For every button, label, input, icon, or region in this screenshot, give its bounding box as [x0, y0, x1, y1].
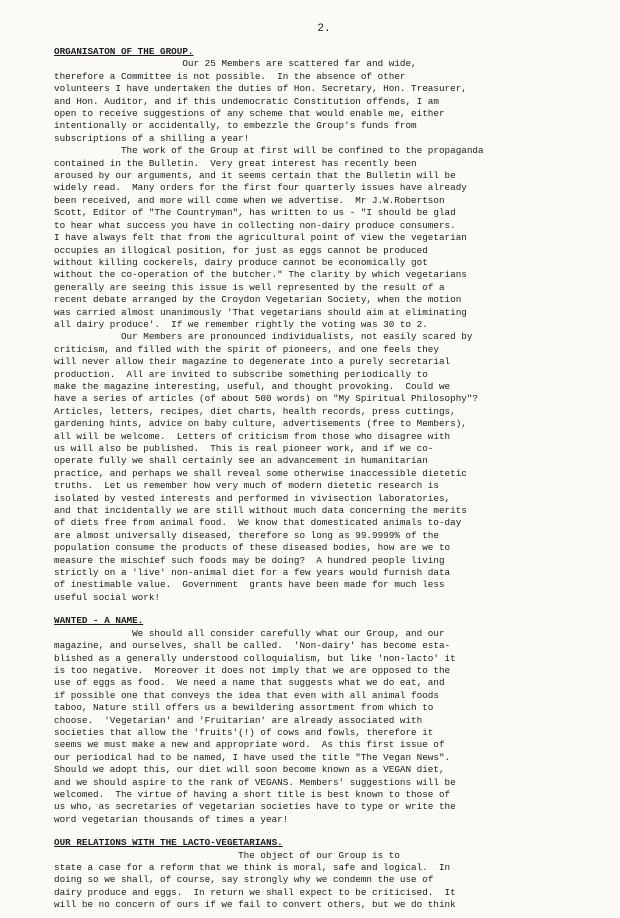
text-line: without the co-operation of the butcher." The clarity by which vegetarians: [54, 269, 467, 281]
text-line: make the magazine interesting, useful, and thought provoking. Could we: [54, 380, 451, 392]
document-body: [54, 46, 594, 918]
text-line: Scott, Editor of "The Countryman", has written to us - "I should be glad: [54, 207, 456, 219]
text-line: I have always felt that from the agricultural point of view the vegetarian: [54, 232, 467, 244]
section-gap: [54, 604, 594, 610]
text-line: of diets free from animal food. We know that domesticated animals to-day: [54, 517, 462, 529]
text-line: strictly on a 'live' non-animal diet for a few years would furnish data: [54, 567, 451, 579]
section-gap: [54, 826, 594, 832]
text-line: is too negative. Moreover it does not imply that we are opposed to the: [54, 664, 451, 676]
text-line: We should all consider carefully what our Group, and our: [54, 627, 445, 639]
text-line: generally are seeing this issue is well represented by the result of a: [54, 281, 445, 293]
text-line: truths. Let us remember how very much of modern dietetic research is: [54, 480, 439, 492]
text-line: societies that allow the 'fruits'(!) of cows and fowls, therefore it: [54, 726, 434, 738]
text-line: state a case for a reform that we think is moral, safe and logical. In: [54, 862, 451, 873]
text-line: will be no concern of ours if we fail to convert others, but we do think: [54, 899, 456, 911]
text-line: use of eggs as food. We need a name that suggests what we do eat, and: [54, 677, 445, 689]
text-line: therefore a Committee is not possible. In the absence of other: [54, 70, 406, 82]
text-line: us will also be published. This is real pioneer work, and if we co-: [54, 443, 434, 454]
text-line: word vegetarian thousands of times a year!: [54, 813, 289, 825]
text-line: criticism, and filled with the spirit of pioneers, and one feels they: [54, 343, 439, 355]
section: [54, 46, 594, 610]
text-line: Articles, letters, recipes, diet charts, health records, press cuttings,: [54, 405, 456, 417]
text-line: aroused by our arguments, and it seems certain that the Bulletin will be: [54, 170, 456, 182]
text-line: dairy produce and eggs. In return we shall expect to be criticised. It: [54, 886, 456, 898]
text-line: population consume the products of these diseased bodies, how are we to: [54, 542, 451, 554]
section-heading: WANTED - A NAME.: [54, 615, 144, 627]
text-line: and we should aspire to the rank of VEGANS. Members' suggestions will be: [54, 776, 456, 788]
text-line: volunteers I have undertaken the duties of Hon. Secretary, Hon. Treasurer,: [54, 83, 467, 95]
text-line: operate fully we shall certainly see an advancement in humanitarian: [54, 455, 428, 467]
text-line: production. All are invited to subscribe something periodically to: [54, 368, 428, 380]
text-line: choose. 'Vegetarian' and 'Fruitarian' are already associated with: [54, 714, 423, 726]
section-gap: [54, 912, 594, 918]
text-line: and Hon. Auditor, and if this undemocratic Constitution offends, I am: [54, 95, 439, 107]
text-line: Should we adopt this, our diet will soon become known as a VEGAN diet,: [54, 764, 445, 776]
text-line: recent debate arranged by the Croydon Vegetarian Society, when the motion: [54, 294, 462, 306]
text-line: of inestimable value. Government grants have been made for much less: [54, 579, 445, 591]
text-line: subscriptions of a shilling a year!: [54, 132, 250, 144]
text-line: our periodical had to be named, I have used the title "The Vegan News".: [54, 751, 451, 763]
text-line: measure the mischief such foods may be doing? A hundred people living: [54, 554, 445, 566]
text-line: and that incidentally we are still without much data concerning the merits: [54, 505, 467, 517]
text-line: intentionally or accidentally, to embezzle the Group's funds from: [54, 120, 417, 132]
text-line: been received, and more will come when we advertise. Mr J.W.Robertson: [54, 194, 445, 206]
text-line: The object of our Group is to: [54, 849, 400, 861]
section-heading: OUR RELATIONS WITH THE LACTO-VEGETARIANS.: [54, 837, 283, 849]
text-line: all will be welcome. Letters of criticism from those who disagree with: [54, 430, 451, 442]
text-line: seems we must make a new and appropriate word. As this first issue of: [54, 739, 445, 751]
text-line: welcomed. The virtue of having a short title is best known to those of: [54, 788, 451, 800]
section-heading: ORGANISATON OF THE GROUP.: [54, 46, 194, 57]
text-line: have a series of articles (of about 500 words) on "My Spiritual Philosophy"?: [54, 393, 479, 405]
text-line: widely read. Many orders for the first four quarterly issues have already: [54, 182, 467, 194]
text-line: without killing cockerels, dairy produce cannot be economically got: [54, 256, 428, 268]
page-number: 2.: [317, 23, 331, 35]
text-line: useful social work!: [54, 591, 161, 603]
text-line: doing so we shall, of course, say strongly why we condemn the use of: [54, 874, 434, 886]
text-line: if possible one that conveys the idea that even with all animal foods: [54, 689, 439, 701]
text-line: Our Members are pronounced individualists, not easily scared by: [54, 331, 473, 343]
text-line: was carried almost unanimously 'That vegetarians should aim at eliminating: [54, 306, 467, 318]
text-line: Our 25 Members are scattered far and wide,: [54, 58, 417, 70]
text-line: us who, as secretaries of vegetarian societies have to type or write the: [54, 801, 456, 813]
text-line: to hear what success you have in collecting non-dairy produce consumers.: [54, 219, 456, 231]
text-line: open to receive suggestions of any scheme that would enable me, either: [54, 108, 445, 120]
text-line: will never allow their magazine to degenerate into a purely secretarial: [54, 356, 451, 368]
text-line: magazine, and ourselves, shall be called. 'Non-dairy' has become esta-: [54, 640, 451, 652]
text-line: The work of the Group at first will be confined to the propaganda: [54, 145, 484, 157]
text-line: occupies an illogical position, for just as eggs cannot be produced: [54, 244, 428, 256]
text-line: practice, and perhaps we shall reveal some otherwise inaccessible dietetic: [54, 467, 467, 479]
section: [54, 615, 594, 832]
section: [54, 837, 594, 917]
text-line: are almost universally diseased, therefore so long as 99.9999% of the: [54, 529, 439, 541]
text-line: taboo, Nature still offers us a bewildering assortment from which to: [54, 702, 434, 714]
text-line: contained in the Bulletin. Very great interest has recently been: [54, 157, 417, 169]
text-line: blished as a generally understood colloquialism, but like 'non-lacto' it: [54, 652, 456, 664]
text-line: gardening hints, advice on baby culture, advertisements (free to Members),: [54, 418, 467, 430]
text-line: isolated by vested interests and performed in vivisection laboratories,: [54, 492, 451, 504]
text-line: all dairy produce'. If we remember rightly the voting was 30 to 2.: [54, 318, 428, 330]
